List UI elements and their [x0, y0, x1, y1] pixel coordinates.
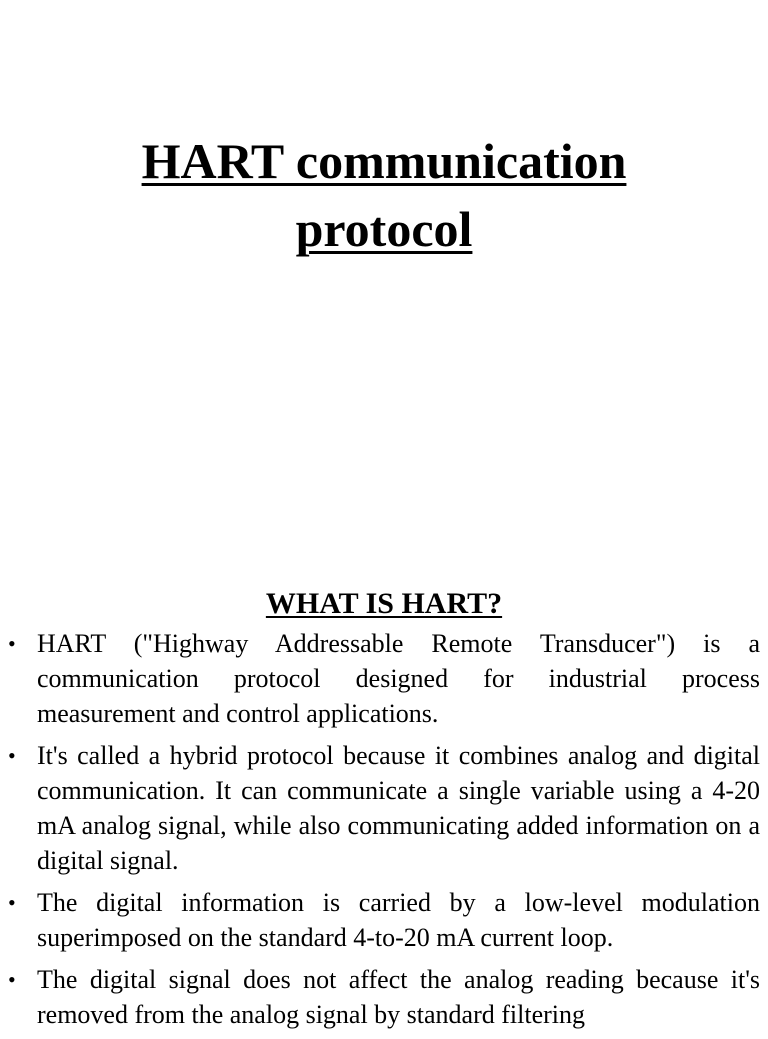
bullet-text-3: The digital information is carried by a low-level modulation superimposed on the standard 4-to-20 mA current loop.: [37, 888, 760, 952]
bullet-item-2: [0, 738, 768, 878]
bullet-icon: •: [8, 743, 16, 768]
bullet-item-4: [0, 962, 768, 1032]
bullet-icon: •: [8, 890, 16, 915]
slide-title-line-2: protocol: [295, 201, 473, 257]
bullet-item-3: [0, 885, 768, 955]
slide-title-line-1: HART communication: [141, 133, 627, 189]
bullet-text-4: The digital signal does not affect the analog reading because it's removed from the analog signal by standard filtering: [37, 965, 760, 1029]
bullet-text-2: It's called a hybrid protocol because it combines analog and digital communication. It can communicate a single variable using a 4-20 mA analog signal, while also communicating added information on a digital signal.: [37, 741, 760, 875]
bullet-item-1: [0, 626, 768, 731]
section-heading: WHAT IS HART?: [265, 587, 503, 620]
bullet-text-1: HART ("Highway Addressable Remote Transducer") is a communication protocol designed for industrial process measurement and control applications.: [37, 629, 760, 728]
slide-title: [0, 127, 768, 263]
bullet-icon: •: [8, 967, 16, 992]
bullet-icon: •: [8, 631, 16, 656]
bullet-list: [0, 626, 768, 1039]
